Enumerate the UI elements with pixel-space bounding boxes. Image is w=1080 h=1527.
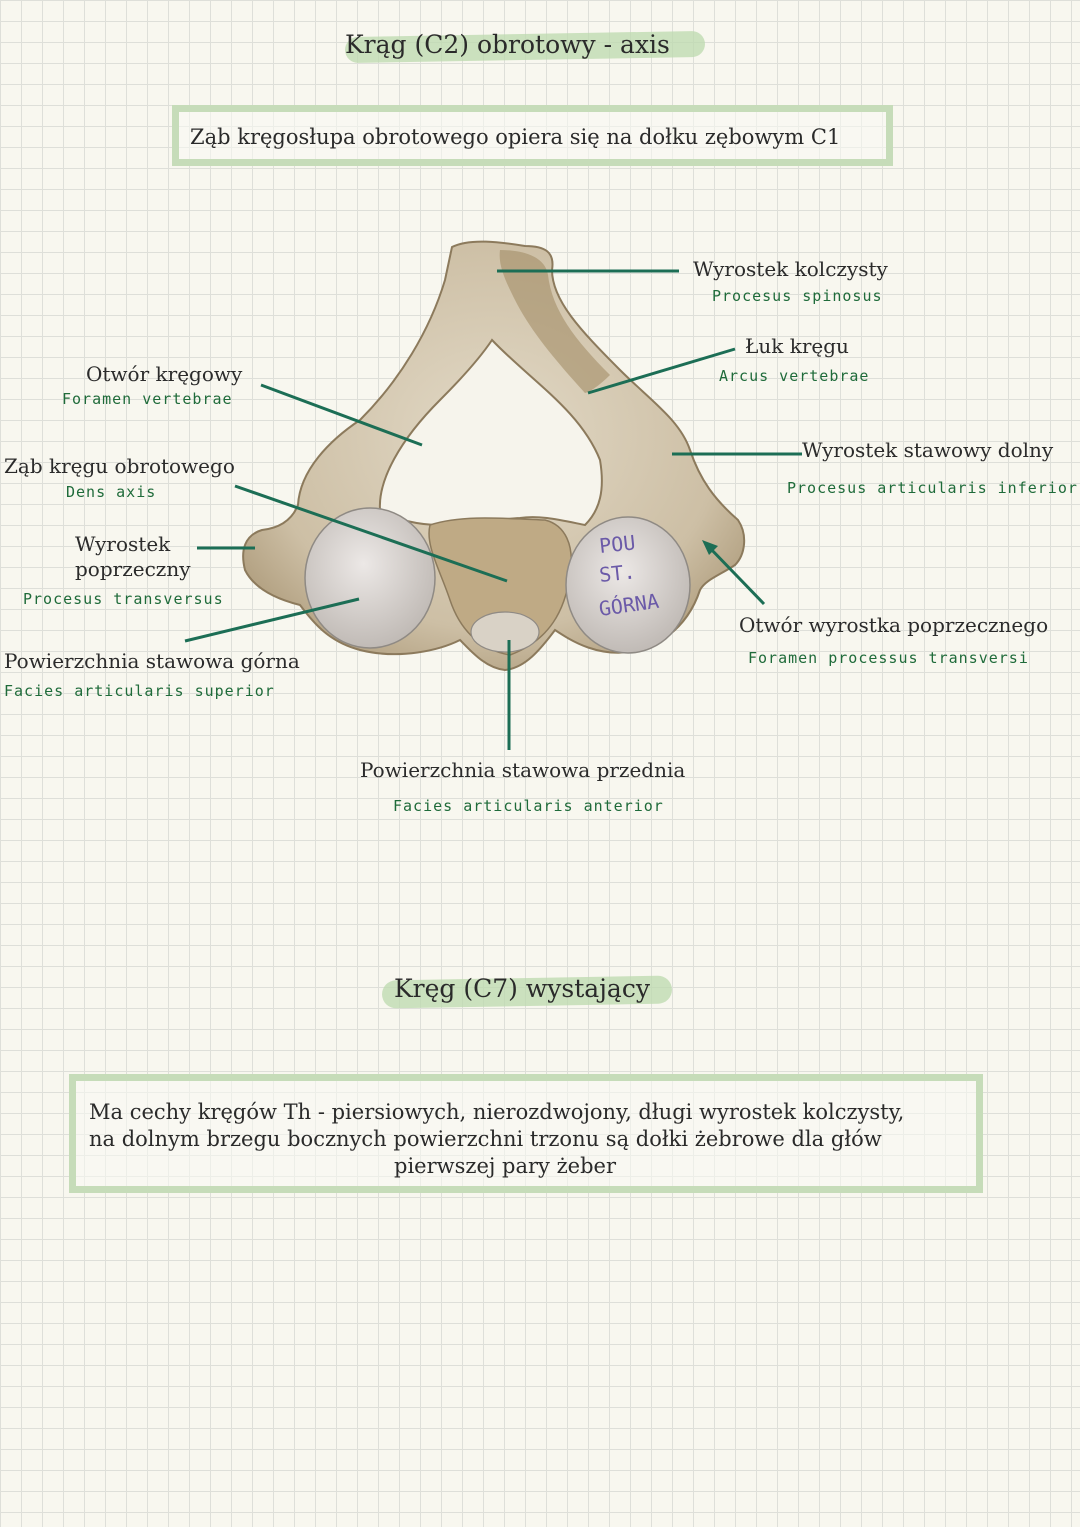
leader-superior-facet <box>185 599 359 641</box>
latin-superior-articular-facet: Facies articularis superior <box>4 682 275 700</box>
latin-transverse-foramen: Foramen processus transversi <box>748 649 1029 667</box>
label-transverse-process-line1: Wyrostek <box>75 532 171 556</box>
bone-inscription-2: ST. <box>598 559 637 587</box>
label-vertebral-arch: Łuk kręgu <box>745 334 849 358</box>
label-transverse-process-line2: poprzeczny <box>75 557 191 581</box>
label-spinous-process: Wyrostek kolczysty <box>693 257 888 281</box>
section2-title: Kręg (C7) wystający <box>394 974 650 1003</box>
section2-box-line-3: pierwszej pary żeber <box>394 1154 616 1178</box>
bone-inscription-1: POU <box>598 530 637 558</box>
label-superior-articular-facet: Powierzchnia stawowa górna <box>4 649 300 673</box>
leader-arch <box>588 349 735 393</box>
section2-box-line-1: Ma cechy kręgów Th - piersiowych, nierozdwojony, długi wyrostek kolczysty, <box>89 1100 905 1124</box>
label-anterior-articular-facet: Powierzchnia stawowa przednia <box>360 758 686 782</box>
label-dens: Ząb kręgu obrotowego <box>4 454 235 478</box>
label-inferior-articular-process: Wyrostek stawowy dolny <box>802 438 1054 462</box>
latin-anterior-articular-facet: Facies articularis anterior <box>393 797 664 815</box>
latin-spinous-process: Procesus spinosus <box>712 287 883 305</box>
label-transverse-foramen: Otwór wyrostka poprzecznego <box>739 613 1049 637</box>
bone-inscription-3: GÓRNA <box>597 588 661 621</box>
latin-vertebral-arch: Arcus vertebrae <box>719 367 870 385</box>
leader-foramen <box>261 385 422 445</box>
section1-title: Krąg (C2) obrotowy - axis <box>345 30 670 59</box>
latin-transverse-process: Procesus transversus <box>23 590 224 608</box>
leader-transverse-foramen <box>708 546 764 604</box>
latin-dens: Dens axis <box>66 483 157 501</box>
section2-box-line-2: na dolnym brzegu bocznych powierzchni trzonu są dołki żebrowe dla głów <box>89 1127 882 1151</box>
label-vertebral-foramen: Otwór kręgowy <box>86 362 243 386</box>
latin-vertebral-foramen: Foramen vertebrae <box>62 390 233 408</box>
latin-inferior-articular-process: Procesus articularis inferior <box>787 479 1078 497</box>
leader-dens <box>235 486 507 581</box>
section1-box-text: Ząb kręgosłupa obrotowego opiera się na dołku zębowym C1 <box>190 125 841 149</box>
